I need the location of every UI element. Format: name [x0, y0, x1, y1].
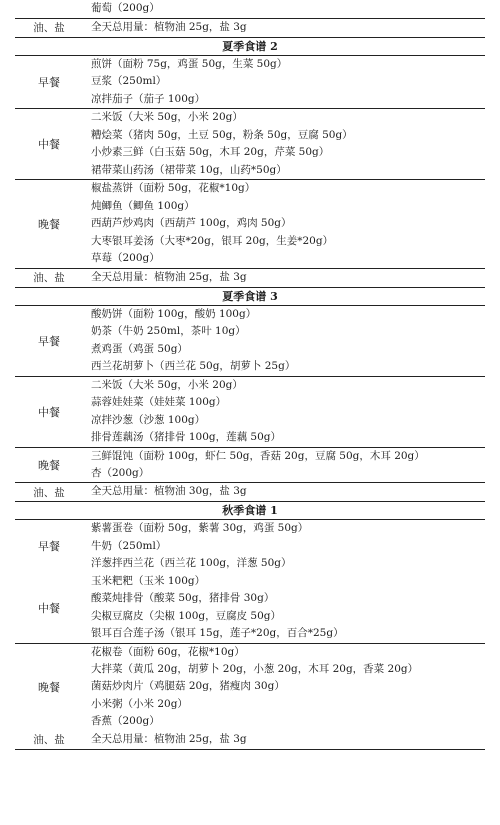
meal-row-dinner	[15, 180, 485, 269]
dish-item: 凉拌沙葱（沙葱 100g）	[91, 413, 206, 426]
dish-item: 洋葱拌西兰花（西兰花 100g，洋葱 50g）	[91, 557, 292, 569]
dish-item: 牛奶（250ml）	[91, 539, 167, 552]
oil-salt-text: 全天总用量：植物油 25g，盐 3g	[83, 731, 485, 750]
dish-item: 凉拌茄子（茄子 100g）	[91, 92, 206, 105]
dish-item: 裙带菜山药汤（裙带菜 10g，山药*50g）	[91, 163, 287, 176]
dish-item: 尖椒豆腐皮（尖椒 100g，豆腐皮 50g）	[91, 609, 282, 622]
dish-item: 煮鸡蛋（鸡蛋 50g）	[91, 342, 188, 355]
meal-label: 早餐	[38, 540, 60, 554]
oil-salt-row	[15, 268, 485, 287]
meal-label: 晚餐	[15, 447, 83, 483]
section-title: 夏季食谱 2	[15, 37, 485, 55]
meal-row-breakfast	[15, 305, 485, 376]
oil-salt-label: 油、盐	[15, 18, 83, 37]
meal-row-lunch	[15, 376, 485, 447]
oil-salt-row	[15, 483, 485, 502]
dish-item: 西兰花胡萝卜（西兰花 50g，胡萝卜 25g）	[91, 360, 296, 372]
section-title: 秋季食谱 1	[15, 502, 485, 520]
oil-salt-text: 全天总用量：植物油 25g，盐 3g	[83, 18, 485, 37]
dish-item: 西葫芦炒鸡肉（西葫芦 100g，鸡肉 50g）	[91, 217, 292, 229]
meal-label: 晚餐	[38, 681, 60, 694]
dish-item: 豆浆（250ml）	[91, 75, 167, 87]
dish-item: 酸菜炖排骨（酸菜 50g，猪排骨 30g）	[91, 592, 275, 604]
dish-item: 糟烩菜（猪肉 50g，土豆 50g，粉条 50g，豆腐 50g）	[91, 128, 353, 141]
dish-item: 二米饭（大米 50g，小米 20g）	[91, 378, 243, 391]
meal-label: 早餐	[15, 55, 83, 109]
dish-item: 大枣银耳姜汤（大枣*20g，银耳 20g，生姜*20g）	[91, 234, 334, 247]
menu-table	[15, 0, 485, 750]
meal-row-breakfast	[15, 520, 485, 573]
dish-item: 香蕉（200g）	[91, 715, 160, 727]
oil-salt-text: 全天总用量：植物油 30g，盐 3g	[83, 483, 485, 502]
dish-item: 蒜蓉娃娃菜（娃娃菜 100g）	[91, 396, 227, 408]
dish-item: 菌菇炒肉片（鸡腿菇 20g，猪瘦肉 30g）	[91, 680, 285, 692]
fragment-item: 葡萄（200g）	[91, 2, 160, 14]
dish-item: 奶茶（牛奶 250ml，茶叶 10g）	[91, 325, 246, 337]
dish-item: 小炒素三鲜（白玉菇 50g，木耳 20g，芹菜 50g）	[91, 146, 330, 158]
meal-row-dinner	[15, 447, 485, 483]
menu-document	[15, 0, 485, 750]
meal-row-dinner	[15, 643, 485, 731]
dish-item: 小米粥（小米 20g）	[91, 697, 188, 710]
dish-item: 二米饭（大米 50g，小米 20g）	[91, 111, 243, 123]
oil-salt-row	[15, 731, 485, 750]
meal-row-lunch	[15, 109, 485, 180]
meal-row-lunch	[15, 573, 485, 644]
dish-item: 大拌菜（黄瓜 20g，胡萝卜 20g，小葱 20g，木耳 20g，香菜 20g）	[91, 663, 419, 675]
section-header	[15, 502, 485, 520]
dish-item: 花椒卷（面粉 60g，花椒*10g）	[91, 645, 245, 658]
dish-item: 玉米粑粑（玉米 100g）	[91, 574, 206, 587]
meal-label: 中餐	[15, 376, 83, 447]
dish-item: 排骨莲藕汤（猪排骨 100g，莲藕 50g）	[91, 431, 282, 443]
fragment-row	[15, 0, 485, 18]
dish-item: 银耳百合莲子汤（银耳 15g，莲子*20g，百合*25g）	[91, 627, 344, 639]
dish-item: 杏（200g）	[91, 466, 150, 479]
dish-item: 椒盐蒸饼（面粉 50g，花椒*10g）	[91, 182, 256, 194]
dish-item: 紫薯蛋卷（面粉 50g，紫薯 30g，鸡蛋 50g）	[91, 522, 309, 534]
dish-item: 三鲜馄饨（面粉 100g，虾仁 50g，香菇 20g，豆腐 50g，木耳 20g）	[91, 449, 425, 462]
meal-row-breakfast	[15, 55, 485, 109]
oil-salt-label: 油、盐	[15, 731, 83, 750]
section-header	[15, 37, 485, 55]
meal-label: 晚餐	[15, 180, 83, 269]
dish-item: 酸奶饼（面粉 100g，酸奶 100g）	[91, 307, 257, 320]
oil-salt-label: 油、盐	[15, 268, 83, 287]
oil-salt-text: 全天总用量：植物油 25g，盐 3g	[83, 268, 485, 287]
meal-label: 早餐	[15, 305, 83, 376]
oil-salt-row	[15, 18, 485, 37]
dish-item: 炖鲫鱼（鲫鱼 100g）	[91, 199, 195, 212]
oil-salt-label: 油、盐	[15, 483, 83, 502]
dish-item: 草莓（200g）	[91, 252, 160, 264]
meal-label: 中餐	[15, 573, 83, 644]
section-title: 夏季食谱 3	[15, 287, 485, 305]
section-header	[15, 287, 485, 305]
dish-item: 煎饼（面粉 75g，鸡蛋 50g，生菜 50g）	[91, 57, 288, 70]
meal-label: 中餐	[15, 109, 83, 180]
